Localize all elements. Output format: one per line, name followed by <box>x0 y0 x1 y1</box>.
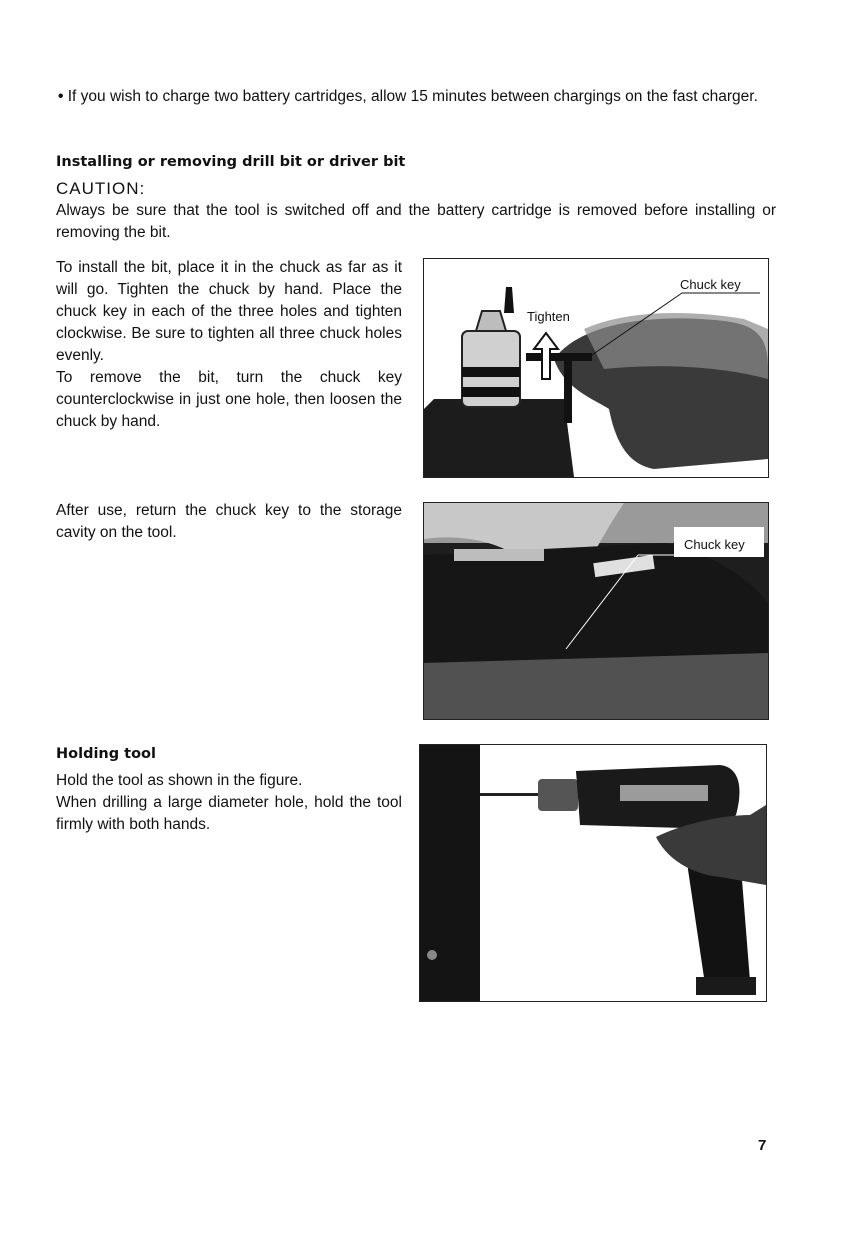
page-number: 7 <box>758 1137 767 1154</box>
figure-1-illustration <box>424 259 768 477</box>
figure-chuck-key-storage <box>423 502 769 720</box>
remove-instructions: To remove the bit, turn the chuck key counterclockwise in just one hole, then loosen the chuck by hand. <box>56 369 402 430</box>
section-heading-installing: Installing or removing drill bit or driver bit <box>56 154 406 170</box>
charging-note-text: If you wish to charge two battery cartridges, allow 15 minutes between chargings on the fast charger. <box>67 88 758 105</box>
section-heading-holding-tool: Holding tool <box>56 746 156 762</box>
figure-1-label-chuck-key: Chuck key <box>680 277 741 292</box>
figure-chuck-key-tighten <box>423 258 769 478</box>
figure-3-illustration <box>420 745 766 1001</box>
charging-note <box>58 86 778 108</box>
holding-line-1: Hold the tool as shown in the figure. <box>56 772 303 789</box>
caution-label: CAUTION: <box>56 179 146 198</box>
figure-1-label-tighten: Tighten <box>527 309 570 324</box>
caution-text: Always be sure that the tool is switched off and the battery cartridge is removed before installing or removing the bit. <box>56 202 776 241</box>
bullet-symbol: • <box>58 88 64 105</box>
install-instructions: To install the bit, place it in the chuck as far as it will go. Tighten the chuck by hand. Place the chuck key in each of the three holes and tighten clockwise. Be sure to tighten all three chuck holes evenly. <box>56 259 402 364</box>
holding-line-2: When drilling a large diameter hole, hold the tool firmly with both hands. <box>56 794 402 833</box>
figure-holding-tool <box>419 744 767 1002</box>
figure-2-label-chuck-key: Chuck key <box>684 537 745 552</box>
figure-2-illustration <box>424 503 768 719</box>
storage-instructions: After use, return the chuck key to the storage cavity on the tool. <box>56 502 402 541</box>
